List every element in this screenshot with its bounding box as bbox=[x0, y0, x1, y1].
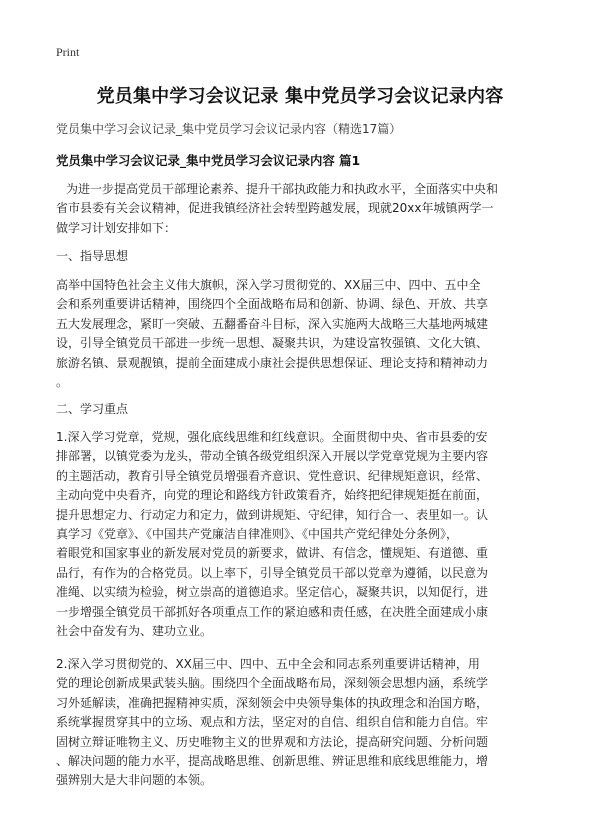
paragraph-line: 党的理论创新成果武装头脑。围绕四个全面战略布局，深刻领会思想内涵，系统学 bbox=[56, 676, 489, 691]
paragraph-line: 社会中奋发有为、建功立业。 bbox=[56, 624, 213, 639]
paragraph-line: 会和系列重要讲话精神，围绕四个全面战略布局和创新、协调、绿色、开放、共享 bbox=[56, 297, 489, 312]
paragraph-line: 省市县委有关会议精神，促进我镇经济社会转型跨越发展，现就20xx年城镇两学一 bbox=[56, 201, 494, 216]
paragraph-line: 准绳、以实绩为检验，树立崇高的道德追求。坚定信心，凝聚共识，以知促行，进 bbox=[56, 585, 489, 600]
intro-paragraph bbox=[56, 180, 546, 238]
paragraph-line: 提升思想定力、行动定力和定力，做到讲规矩、守纪律，知行合一、表里如一。认 bbox=[56, 507, 489, 522]
paragraph-line: 一步增强全镇党员干部抓好各项重点工作的紧迫感和责任感，在决胜全面建成小康 bbox=[56, 604, 489, 619]
paragraph-line: 为进一步提高党员干部理论素养、提升干部执政能力和执政水平，全面落实中央和 bbox=[66, 182, 499, 196]
paragraph-line: 排部署，以镇党委为龙头，带动全镇各级党组织深入开展以学党章党规为主要内容 bbox=[56, 449, 489, 464]
paragraph-line: 品行，有作为的合格党员。以上率下，引导全镇党员干部以党章为遵循，以民意为 bbox=[56, 565, 489, 580]
paragraph-line: 系统掌握贯穿其中的立场、观点和方法，坚定对的自信、组织自信和能力自信。牢 bbox=[56, 715, 489, 730]
part1-heading-text: 一、指导思想 bbox=[56, 249, 129, 263]
paragraph-line: 设，引导全镇党员干部进一步统一思想、凝聚共识，为建设富牧强镇、文化大镇、 bbox=[56, 336, 489, 351]
page-title: 党员集中学习会议记录 集中党员学习会议记录内容 bbox=[96, 86, 504, 107]
print-label: Print bbox=[56, 45, 80, 59]
paragraph-line: 强辨别大是大非问题的本领。 bbox=[56, 773, 213, 788]
part1-paragraph bbox=[56, 276, 546, 392]
part2-heading-text: 二、学习重点 bbox=[56, 402, 129, 416]
paragraph-line: 、解决问题的能力水平，提高战略思维、创新思维、辨证思维和底线思维能力，增 bbox=[56, 754, 489, 769]
paragraph-line: 习外延解读，准确把握精神实质，深刻领会中央领导集体的执政理念和治国方略， bbox=[56, 695, 489, 710]
paragraph-line: 1.深入学习党章，党规，强化底线思维和红线意识。全面贯彻中央、省市县委的安 bbox=[56, 430, 488, 444]
paragraph-line: 主动向党中央看齐，向党的理论和路线方针政策看齐，始终把纪律规矩挺在前面， bbox=[56, 488, 489, 503]
paragraph-line: 的主题活动，教育引导全镇党员增强看齐意识、党性意识、纪律规矩意识，经常、 bbox=[56, 468, 489, 483]
paragraph-line: 固树立辩证唯物主义、历史唯物主义的世界观和方法论，提高研究问题、分析问题 bbox=[56, 734, 489, 749]
part2-item1-paragraph bbox=[56, 428, 546, 641]
paragraph-line: 。 bbox=[56, 375, 69, 390]
part2-heading bbox=[56, 400, 546, 419]
paragraph-line: 高举中国特色社会主义伟大旗帜，深入学习贯彻党的、XX届三中、四中、五中全 bbox=[56, 278, 481, 292]
paragraph-line: 着眼党和国家事业的新发展对党员的新要求，做讲、有信念，懂规矩、有道德、重 bbox=[56, 546, 489, 561]
paragraph-line: 五大发展理念，紧盯一突破、五翻番奋斗目标，深入实施两大战略三大基地两城建 bbox=[56, 316, 489, 331]
paragraph-line: 做学习计划安排如下： bbox=[56, 220, 177, 235]
paragraph-line: 2.深入学习贯彻党的、XX届三中、四中、五中全会和同志系列重要讲话精神，用 bbox=[56, 657, 480, 671]
paragraph-line: 旅游名镇、景观靓镇，提前全面建成小康社会提供思想保证、理论支持和精神动力 bbox=[56, 355, 489, 370]
paragraph-line: 真学习《党章》、《中国共产党廉洁自律准则》、《中国共产党纪律处分条例》， bbox=[56, 527, 459, 542]
document-subtitle: 党员集中学习会议记录_集中党员学习会议记录内容（精选17篇） bbox=[56, 122, 402, 136]
part1-heading bbox=[56, 247, 546, 266]
part2-item2-paragraph bbox=[56, 655, 546, 791]
section-heading: 党员集中学习会议记录_集中党员学习会议记录内容 篇1 bbox=[56, 153, 361, 168]
